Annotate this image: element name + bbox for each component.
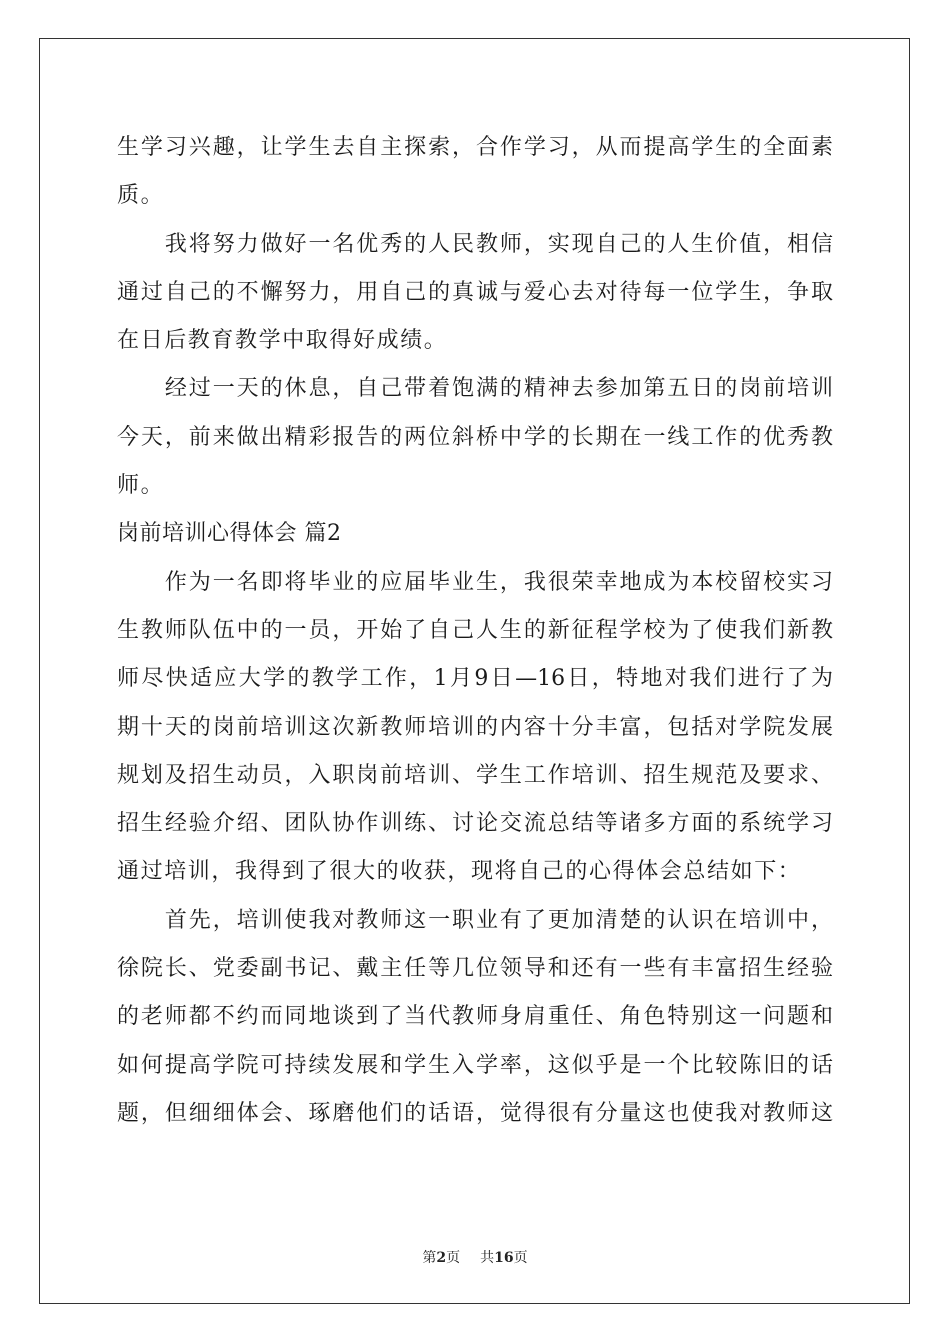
section-heading: 岗前培训心得体会 篇2 bbox=[117, 521, 342, 547]
text-line: 如何提高学院可持续发展和学生入学率，这似乎是一个比较陈旧的话 bbox=[117, 1052, 833, 1078]
text-line: 题，但细细体会、琢磨他们的话语，觉得很有分量这也使我对教师这 bbox=[117, 1100, 833, 1126]
text-line: 通过自己的不懈努力，用自己的真诚与爱心去对待每一位学生，争取 bbox=[117, 279, 833, 305]
text-line: 师尽快适应大学的教学工作，1月9日—16日，特地对我们进行了为 bbox=[117, 666, 833, 692]
page-number: 2 bbox=[436, 1250, 447, 1266]
text-line: 作为一名即将毕业的应届毕业生，我很荣幸地成为本校留校实习 bbox=[117, 569, 833, 595]
page-footer bbox=[0, 1247, 950, 1267]
text-line: 的老师都不约而同地谈到了当代教师身肩重任、角色特别这一问题和 bbox=[117, 1004, 833, 1030]
text-line: 质。 bbox=[117, 183, 165, 209]
page-suffix: 页 bbox=[446, 1250, 461, 1266]
text-line: 经过一天的休息，自己带着饱满的精神去参加第五日的岗前培训 bbox=[117, 376, 833, 402]
text-line: 首先，培训使我对教师这一职业有了更加清楚的认识在培训中， bbox=[117, 907, 833, 933]
document-body bbox=[117, 124, 833, 1138]
text-line: 生教师队伍中的一员，开始了自己人生的新征程学校为了使我们新教 bbox=[117, 617, 833, 643]
text-line: 招生经验介绍、团队协作训练、讨论交流总结等诸多方面的系统学习 bbox=[117, 811, 833, 837]
page-prefix: 第 bbox=[422, 1250, 437, 1266]
text-line: 我将努力做好一名优秀的人民教师，实现自己的人生价值，相信 bbox=[117, 231, 833, 257]
total-prefix: 共 bbox=[480, 1250, 495, 1266]
total-suffix: 页 bbox=[513, 1250, 528, 1266]
text-line: 通过培训，我得到了很大的收获，现将自己的心得体会总结如下： bbox=[117, 859, 802, 885]
text-line: 徐院长、党委副书记、戴主任等几位领导和还有一些有丰富招生经验 bbox=[117, 956, 833, 982]
text-line: 规划及招生动员，入职岗前培训、学生工作培训、招生规范及要求、 bbox=[117, 762, 833, 788]
total-pages: 16 bbox=[494, 1250, 514, 1266]
text-line: 期十天的岗前培训这次新教师培训的内容十分丰富，包括对学院发展 bbox=[117, 714, 833, 740]
text-line: 生学习兴趣，让学生去自主探索，合作学习，从而提高学生的全面素 bbox=[117, 135, 833, 160]
text-line: 师。 bbox=[117, 473, 165, 499]
text-line: 在日后教育教学中取得好成绩。 bbox=[117, 328, 448, 354]
text-line: 今天，前来做出精彩报告的两位斜桥中学的长期在一线工作的优秀教 bbox=[117, 424, 833, 450]
